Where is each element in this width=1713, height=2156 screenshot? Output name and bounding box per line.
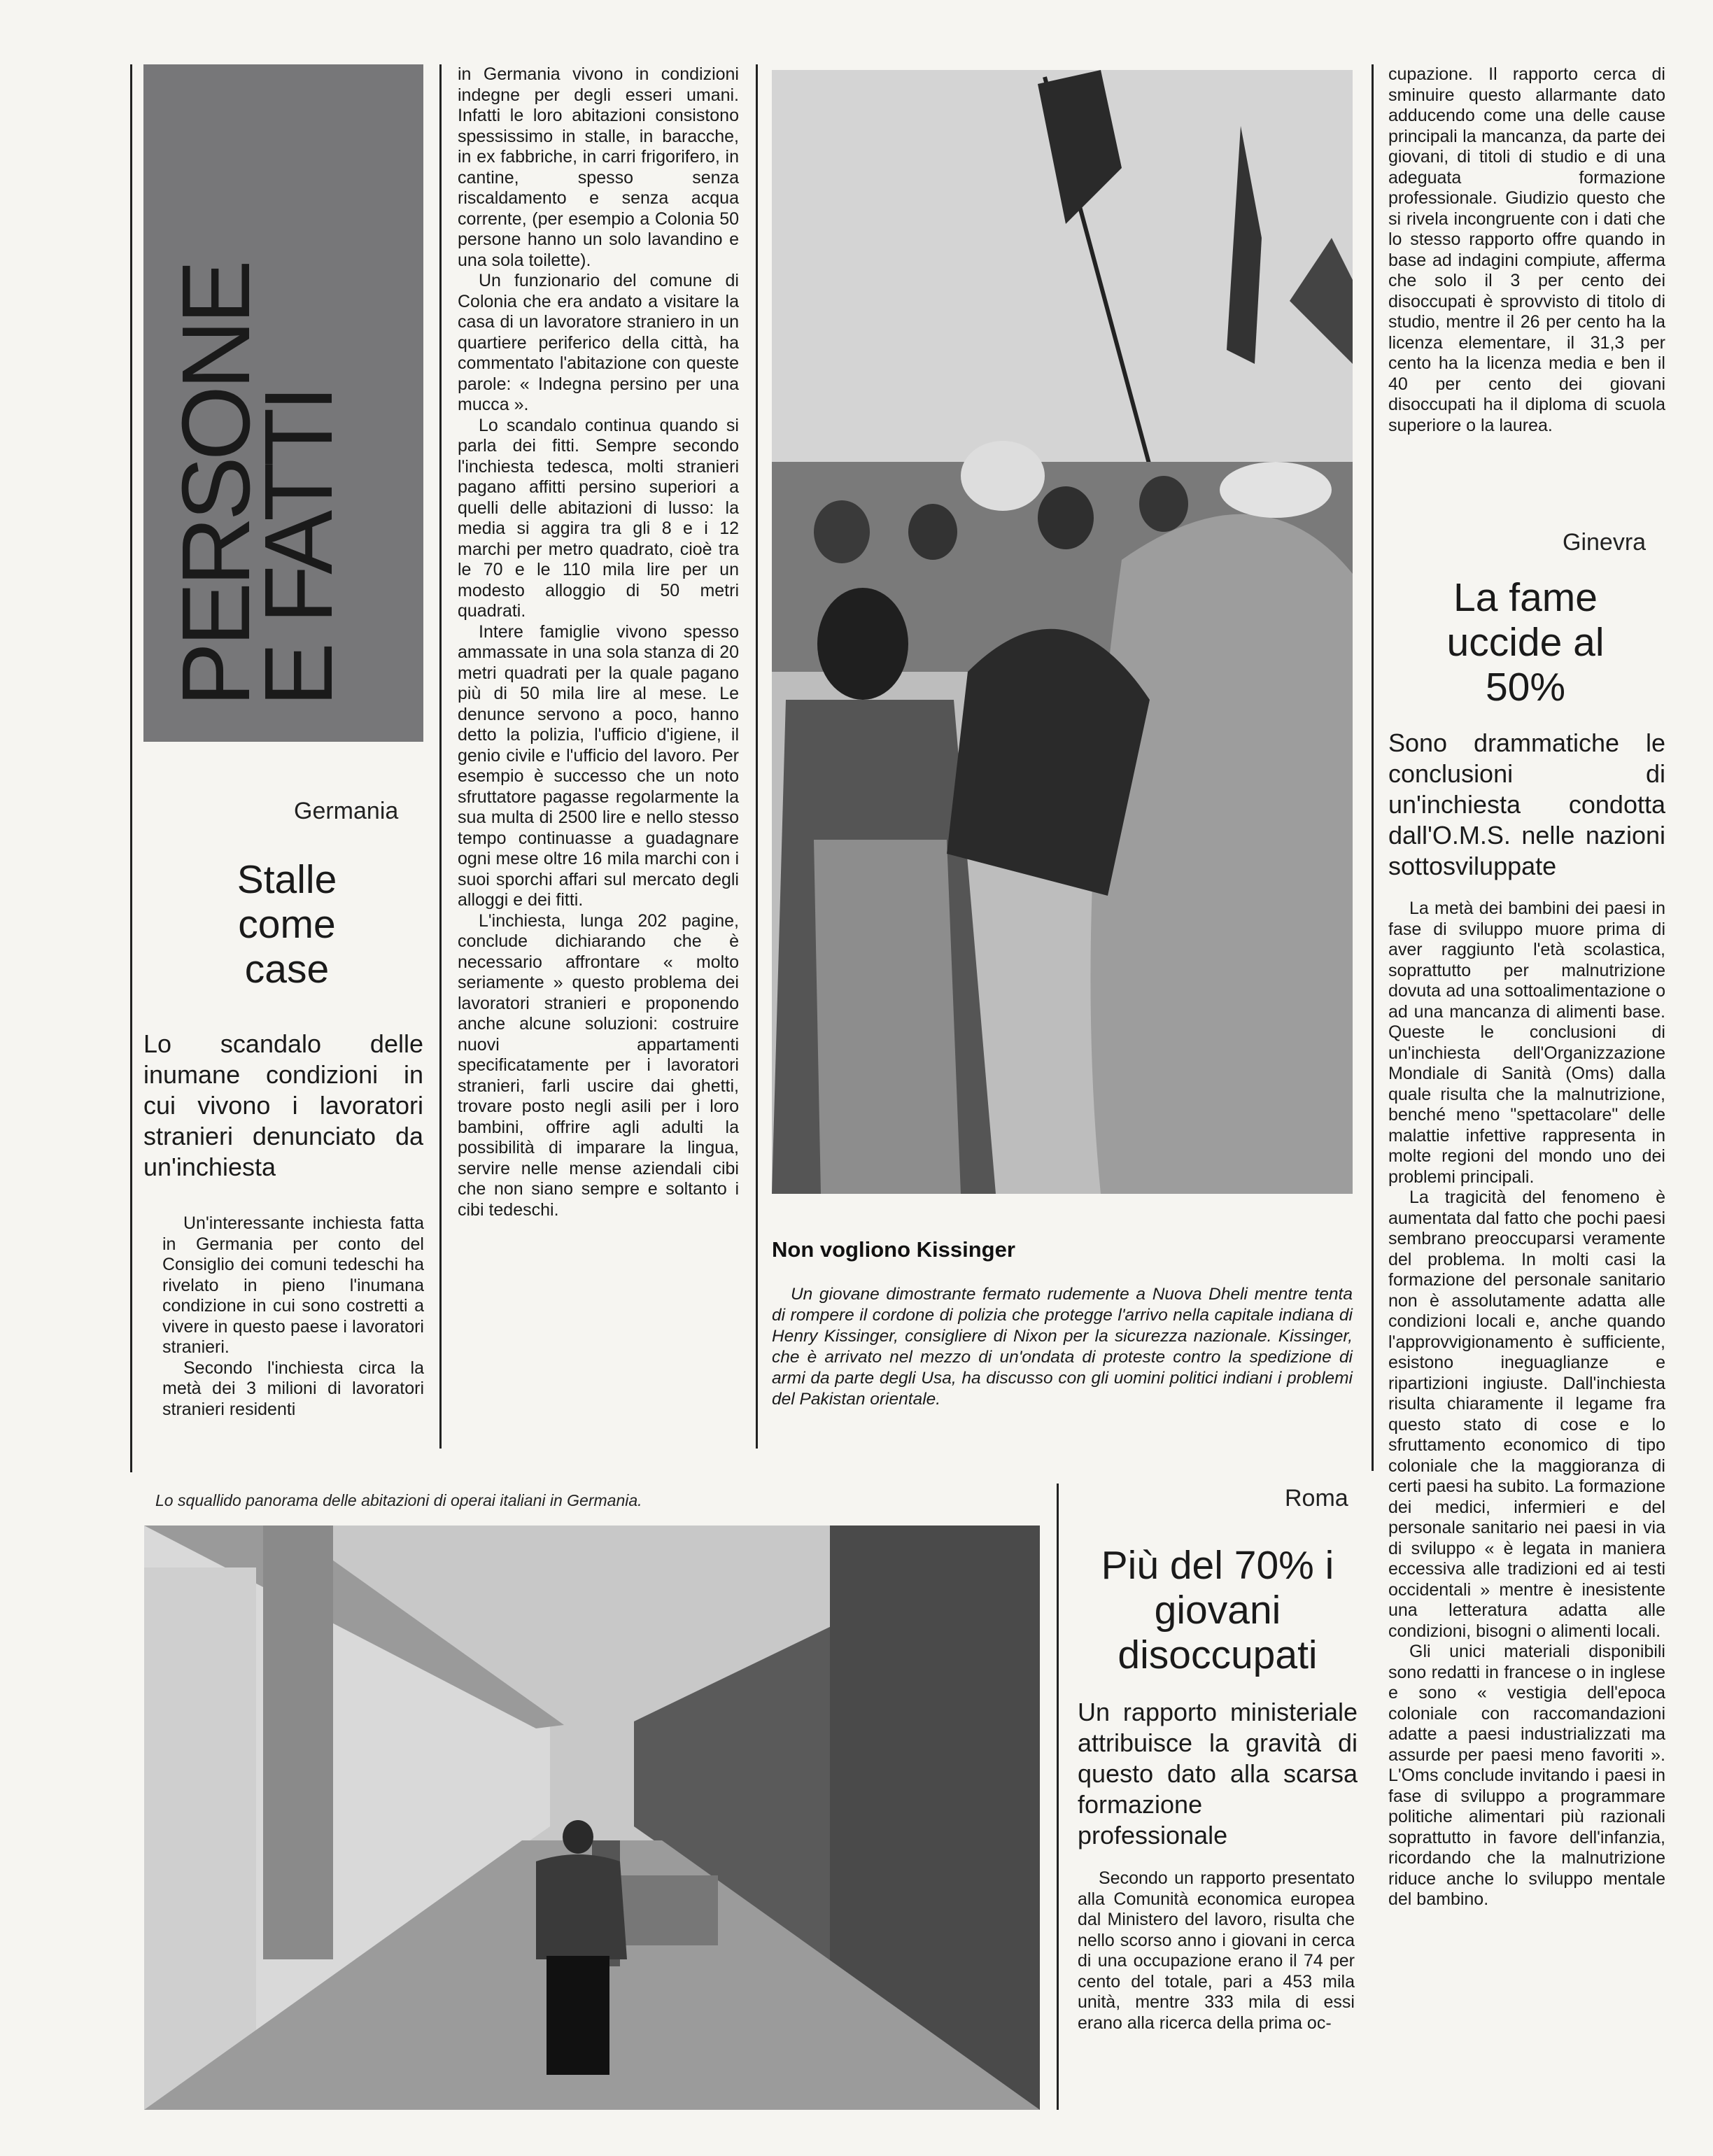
paragraph: La tragicità del fenomeno è aumentata dal fatto che pochi paesi sembrano preoccuparsi veramente del problema. In molti casi la formazione del personale sanitario non è assolutamente adatta alle condizioni locali e, anche quando l'approvvigionamento è sufficiente, esistono ineguaglianze e ripartizioni ingiuste. Dall'inchiesta risulta chiaramente il legame fra questo stato di cose e lo sfruttamento economico di tipo coloniale che la maggioranza di certi paesi ha subito. La formazione dei medici, infermieri e del personale sanitario nei paesi in via di sviluppo « è legata in maniera eccessiva alle tradizioni ed ai testi occidentali » mentre è inesistente una letteratura adatta alle condizioni, bisogni o alimenti locali.: [1388, 1188, 1665, 1641]
paragraph: La metà dei bambini dei paesi in fase di sviluppo muore prima di aver raggiunto l'età scolastica, soprattutto per malnutrizione dovuta ad una sottoalimentazione o ad una mancanza di alimenti base. Queste le conclusioni di un'inchiesta dell'Organizzazione Mondiale di Sanità (Oms) dalla quale risulta che la malnutrizione, benché meno "spettacolare" delle malattie infettive rappresenta in molte regioni del mondo uno dei problemi principali.: [1388, 899, 1665, 1187]
roma-location: Roma: [1285, 1485, 1348, 1512]
column-rule-5: [1057, 1484, 1059, 2110]
ginevra-location: Ginevra: [1563, 529, 1647, 556]
column-rule-left: [130, 64, 132, 1472]
ginevra-body: [1388, 899, 1665, 1910]
roma-body: [1078, 1868, 1355, 2034]
barracks-photo: [144, 1526, 1040, 2110]
barracks-photo-illustration: [144, 1526, 1040, 2110]
protest-photo-illustration: [772, 70, 1353, 1194]
roma-subhead: Un rapporto ministeriale attribuisce la gravità di questo dato alla scarsa formazione professionale: [1078, 1698, 1358, 1849]
paragraph: Lo scandalo continua quando si parla dei fitti. Sempre secondo l'inchiesta tedesca, molti stranieri pagano affitti persino superiori a quelli delle abitazioni di lusso: la media si aggira tra gli 8 e i 12 marchi per metro quadrato, cioè tra le 70 e le 110 mila lire per un modesto alloggio di 50 metri quadrati.: [458, 415, 739, 621]
section-title-line1: PERSONE: [162, 264, 270, 707]
germania-col1: [162, 1213, 424, 1420]
ginevra-subhead: Sono drammatiche le conclusioni di un'inchiesta condotta dall'O.M.S. nelle nazioni sottosviluppate: [1388, 728, 1665, 880]
protest-photo: [772, 70, 1353, 1194]
germania-location: Germania: [294, 798, 399, 824]
germania-subhead: Lo scandalo delle inumane condizioni in cui vivono i lavoratori stranieri denunciato da un'inchiesta: [143, 1029, 423, 1181]
barracks-photo-caption: Lo squallido panorama delle abitazioni di operai italiani in Germania.: [155, 1491, 642, 1509]
kissinger-caption: Un giovane dimostrante fermato rudemente a Nuova Dheli mentre tenta di rompere il cordone di polizia che protegge l'arrivo nella capitale indiana di Henry Kissinger, consigliere di Nixon per la sicurezza nazionale. Kissinger, che è arrivato nel mezzo di un'ondata di proteste contro la spedizione di armi da parte degli Usa, ha discusso con gli uomini politici indiani i problemi del Pakistan orientale.: [772, 1285, 1353, 1409]
paragraph: in Germania vivono in condizioni indegne per degli esseri umani. Infatti le loro abitazioni consistono spessissimo in stalle, in baracche, in ex fabbriche, in carri frigorifero, in cantine, spesso senza riscaldamento e senza acqua corrente, (per esempio a Colonia 50 persone hanno un solo lavandino e una sola toilette).: [458, 64, 739, 270]
paragraph: Secondo l'inchiesta circa la metà dei 3 milioni di lavoratori stranieri residenti: [162, 1358, 424, 1419]
paragraph: Un'interessante inchiesta fatta in Germania per conto del Consiglio dei comuni tedeschi ha rivelato in pieno l'inumana condizione in cui sono costretti a vivere in questo paese i lavoratori stranieri.: [162, 1213, 424, 1357]
roma-headline: Più del 70% i giovani disoccupati: [1101, 1543, 1334, 1677]
column-rule-2: [439, 64, 442, 1449]
paragraph: Gli unici materiali disponibili sono redatti in francese o in inglese e sono « vestigia dell'epoca coloniale con raccomandazioni adatte a paesi industrializzati ma assurde per paesi meno favoriti ». L'Oms conclude invitando i paesi in fase di sviluppo a programmare politiche alimentari più razionali soprattutto in favore dell'infanzia, ricordando che la malnutrizione riduce anche lo sviluppo mentale del bambino.: [1388, 1642, 1665, 1909]
section-title: [162, 264, 353, 707]
ginevra-headline: La fame uccide al 50%: [1446, 575, 1605, 710]
section-title-line2: E FATTI: [245, 389, 353, 707]
column-rule-4: [1372, 64, 1374, 1471]
paragraph: Un funzionario del comune di Colonia che era andato a visitare la casa di un lavoratore straniero in un quartiere periferico della città, ha commentato l'abitazione con queste parole: « Indegna persino per una mucca ».: [458, 271, 739, 414]
column-rule-3: [756, 64, 758, 1449]
roma-continuation: cupazione. Il rapporto cerca di sminuire questo allarmante dato adducendo come una delle cause principali la mancanza, da parte dei giovani, di titoli di studio e di una adeguata formazione professionale. Giudizio questo che si rivela incongruente con i dati che lo stesso rapporto offre quando in base ad indagini compiute, afferma che solo il 3 per cento dei disoccupati è sprovvisto di titolo di studio, mentre il 26 per cento ha la licenza elementare, il 31,3 per cento ha la licenza media e ben il 40 per cento dei giovani disoccupati ha il diploma di scuola superiore o la laurea.: [1388, 64, 1665, 435]
paragraph: L'inchiesta, lunga 202 pagine, conclude dichiarando che è necessario affrontare « molto seriamente » questo problema dei lavoratori stranieri e proponendo anche alcune soluzioni: costruire nuovi appartamenti specificatamente per i lavoratori stranieri, farli uscire dai ghetti, trovare posto negli asili per i loro bambini, offrire agli adulti la possibilità di imparare la lingua, servire nelle mense aziendali cibi che non siano sempre e soltanto i cibi tedeschi.: [458, 910, 739, 1220]
paragraph: Intere famiglie vivono spesso ammassate in una sola stanza di 20 metri quadrati per la quale pagano più di 50 mila lire al mese. Le denunce servono a poco, hanno detto la polizia, l'ufficio d'igiene, il genio civile e l'ufficio del lavoro. Per esempio è successo che un noto sfruttatore pagasse regolarmente la sua multa di 2500 lire e nello stesso tempo continuasse a guadagnare ogni mese oltre 16 mila marchi con i suoi sporchi affari sul mercato degli alloggi e dei fitti.: [458, 621, 739, 910]
germania-col2: [458, 64, 739, 1220]
kissinger-title: Non vogliono Kissinger: [772, 1237, 1015, 1262]
germania-headline: Stalle come case: [237, 857, 337, 992]
paragraph: Secondo un rapporto presentato alla Comunità economica europea dal Ministero del lavoro, risulta che nello scorso anno i giovani in cerca di una occupazione erano il 74 per cento del totale, pari a 453 mila unità, mentre 333 mila di essi erano alla ricerca della prima oc-: [1078, 1868, 1355, 2033]
